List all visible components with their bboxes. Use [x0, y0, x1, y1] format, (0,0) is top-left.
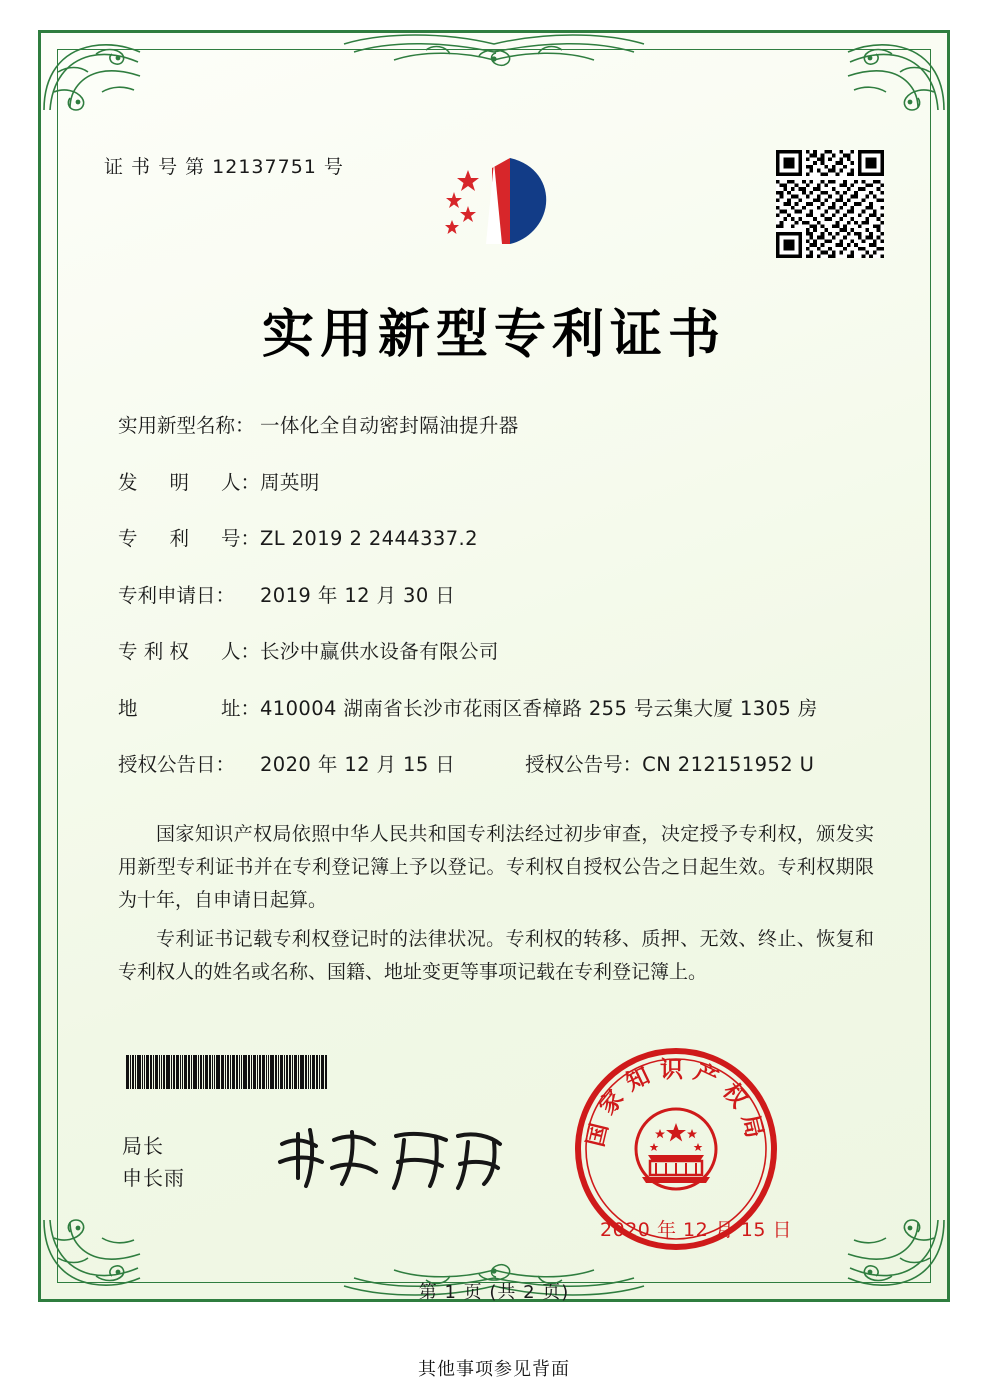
seal-date: 2020 年 12 月 15 日: [600, 1219, 792, 1241]
barcode: [126, 1055, 388, 1089]
field-label-part: 发: [118, 470, 138, 494]
field-label-part: 利: [169, 527, 189, 550]
field-label-part: 号：: [220, 527, 260, 550]
legal-paragraph: 专利证书记载专利权登记时的法律状况。专利权的转移、质押、无效、终止、恢复和专利权人的姓名或名称、国籍、地址变更等事项记载在专利登记簿上。: [118, 928, 874, 983]
svg-text:国家知识产权局: 国家知识产权局: [582, 1057, 770, 1150]
field-label-part: 人：: [220, 470, 260, 494]
top-ornament-icon: [334, 30, 654, 80]
field-label: [118, 467, 260, 495]
field-value: 周英明: [260, 470, 320, 494]
field-label: 专利申请日：: [118, 583, 236, 607]
field-row-patent-number: [118, 523, 878, 551]
field-value: 一体化全自动密封隔油提升器: [260, 414, 519, 437]
field-label-part: 人：: [220, 640, 260, 663]
field-value: 410004 湖南省长沙市花雨区香樟路 255 号云集大厦 1305 房: [260, 696, 818, 720]
field-label: [118, 693, 260, 721]
qr-code: [776, 150, 884, 258]
back-side-note: 其他事项参见背面: [418, 1359, 570, 1380]
director-name: 申长雨: [122, 1166, 185, 1190]
director-block: [122, 1130, 185, 1194]
handwritten-signature-icon: [268, 1118, 508, 1198]
field-label-part: 地: [118, 696, 138, 720]
certificate-fields: [118, 410, 878, 806]
field-value-grant-date: 2020 年 12 月 15 日: [260, 753, 456, 776]
director-title: 局长: [122, 1134, 164, 1158]
field-row-grant-announcement: [118, 749, 878, 777]
field-value: 2019 年 12 月 30 日: [260, 583, 456, 607]
field-label: [118, 523, 260, 551]
legal-paragraph: 国家知识产权局依照中华人民共和国专利法经过初步审查，决定授予专利权，颁发实用新型专利证书并在专利登记簿上予以登记。专利权自授权公告之日起生效。专利权期限为十年，自申请日起算。: [118, 823, 874, 911]
field-label-part: 专: [118, 527, 138, 550]
field-row-application-date: [118, 580, 878, 608]
field-row-utility-model-name: [118, 410, 878, 438]
field-row-address: [118, 693, 878, 721]
field-label-part: 址：: [220, 696, 260, 720]
field-label: 实用新型名称：: [118, 414, 255, 437]
page-title: 实用新型专利证书: [261, 305, 726, 365]
field-label-grant-number: 授权公告号：: [525, 753, 643, 776]
field-value: ZL 2019 2 2444337.2: [260, 527, 478, 550]
field-row-patentee: [118, 636, 878, 664]
field-row-inventor: [118, 467, 878, 495]
certificate-number: 证 书 号 第 12137751 号: [104, 156, 344, 178]
legal-text: [118, 818, 874, 995]
field-label: [118, 636, 260, 664]
field-value: 长沙中赢供水设备有限公司: [260, 640, 499, 663]
field-label-grant-date: 授权公告日：: [118, 753, 236, 776]
cnipa-logo-icon: [424, 148, 564, 258]
field-label-part: 明: [169, 470, 189, 494]
page-number: 第 1 页 (共 2 页): [418, 1282, 570, 1303]
field-value-grant-number: CN 212151952 U: [642, 753, 815, 776]
field-label-part: 专 利 权: [118, 640, 189, 663]
